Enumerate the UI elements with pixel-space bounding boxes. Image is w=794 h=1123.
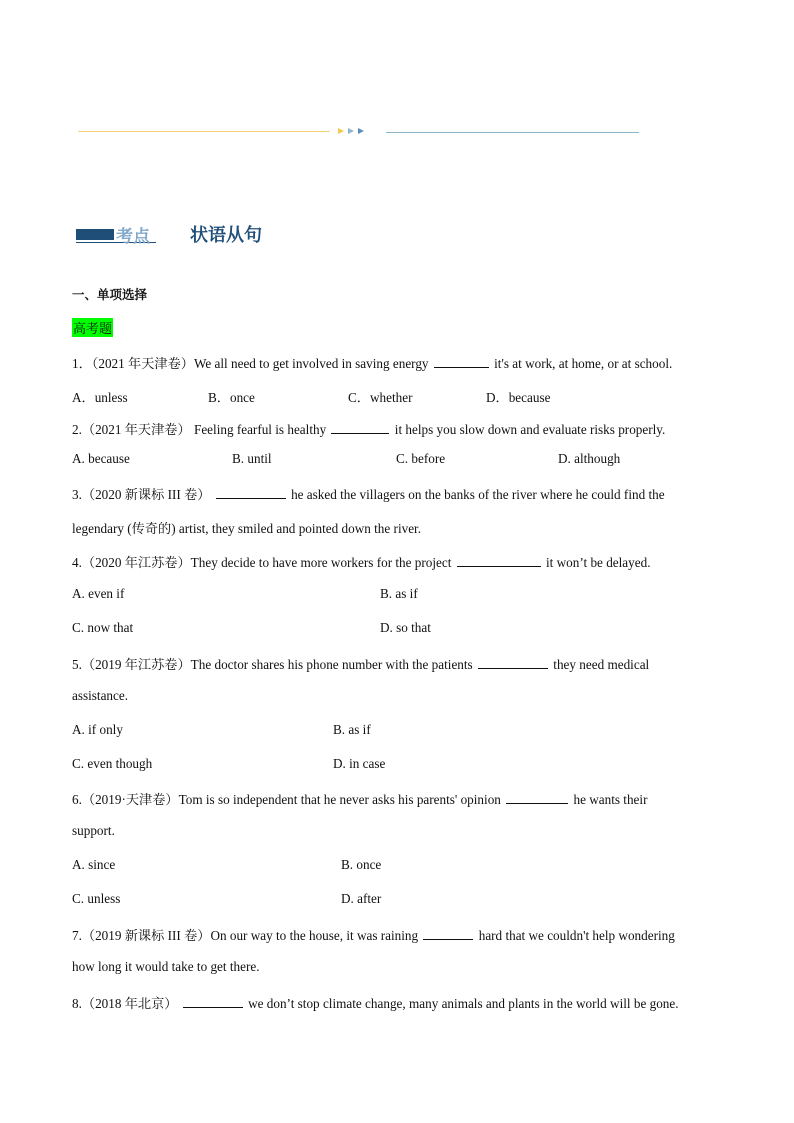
q1-option-c: C．whether: [348, 390, 413, 405]
q6-stem-c: support.: [72, 823, 115, 838]
answer-blank: [423, 927, 473, 940]
question-2-stem: [72, 419, 665, 438]
kaodian-bar: [76, 229, 114, 240]
question-7-stem: [72, 925, 675, 944]
q6-option-b: B. once: [341, 857, 382, 872]
q6-option-a: A. since: [72, 857, 116, 872]
q3-stem-b: he asked the villagers on the banks of the river where he could find the: [291, 487, 665, 502]
answer-blank: [331, 421, 389, 434]
header-rule-right: [386, 132, 639, 133]
q1-stem-b: it's at work, at home, or at school.: [494, 356, 673, 371]
q6-stem-b: he wants their: [573, 792, 648, 807]
q4-stem-b: it won’t be delayed.: [546, 555, 651, 570]
q2-option-b: B. until: [232, 451, 272, 466]
topic-title: 状语从句: [190, 225, 262, 246]
q6-option-c: C. unless: [72, 891, 121, 906]
section-title: 一、单项选择: [72, 287, 148, 302]
q4-option-d: D. so that: [380, 620, 431, 635]
question-1-stem: [72, 353, 672, 372]
q4-option-a: A. even if: [72, 586, 125, 601]
question-8-stem: [72, 993, 679, 1012]
q8-stem-b: we don’t stop climate change, many animals and plants in the world will be gone.: [248, 996, 679, 1011]
q5-option-a: A. if only: [72, 722, 123, 737]
q7-stem-b: hard that we couldn't help wondering: [478, 928, 675, 943]
q5-stem-c: assistance.: [72, 688, 129, 703]
q3-stem-c: legendary (传奇的) artist, they smiled and pointed down the river.: [72, 521, 422, 536]
question-5-stem: [72, 654, 649, 673]
q5-stem-b: they need medical: [553, 657, 650, 672]
q2-option-d: D. although: [558, 451, 621, 466]
q8-stem-a: 8.（2018 年北京）: [72, 996, 178, 1011]
triple-arrow-icon: [336, 125, 370, 137]
q2-stem-b: it helps you slow down and evaluate risks properly.: [394, 422, 666, 437]
q1-option-d: D．because: [486, 390, 551, 405]
q6-option-d: D. after: [341, 891, 382, 906]
header-rule-left: [78, 131, 330, 132]
question-6-stem: [72, 789, 647, 808]
highlight-label: 高考题: [72, 318, 113, 337]
answer-blank: [506, 791, 568, 804]
q6-stem-a: 6.（2019·天津卷）Tom is so independent that he never asks his parents' opinion: [72, 792, 501, 807]
answer-blank: [478, 656, 548, 669]
answer-blank: [183, 995, 243, 1008]
question-3-stem: [72, 484, 665, 503]
q4-option-c: C. now that: [72, 620, 134, 635]
q2-stem-a: 2.（2021 年天津卷） Feeling fearful is healthy: [72, 422, 327, 437]
q2-option-a: A. because: [72, 451, 130, 466]
q1-stem-a: 1．（2021 年天津卷）We all need to get involved in saving energy: [72, 356, 429, 371]
q3-stem-a: 3.（2020 新课标 III 卷）: [72, 487, 211, 502]
q5-option-b: B. as if: [333, 722, 371, 737]
answer-blank: [457, 554, 541, 567]
q2-option-c: C. before: [396, 451, 446, 466]
q5-option-d: D. in case: [333, 756, 386, 771]
q4-option-b: B. as if: [380, 586, 418, 601]
q1-option-a: A．unless: [72, 390, 128, 405]
question-4-stem: [72, 552, 651, 571]
kaodian-label: 考点: [116, 227, 150, 247]
q5-option-c: C. even though: [72, 756, 153, 771]
answer-blank: [434, 355, 489, 368]
q7-stem-c: how long it would take to get there.: [72, 959, 260, 974]
q1-option-b: B．once: [208, 390, 255, 405]
q7-stem-a: 7.（2019 新课标 III 卷）On our way to the house, it was raining: [72, 928, 419, 943]
answer-blank: [216, 486, 286, 499]
q5-stem-a: 5.（2019 年江苏卷）The doctor shares his phone number with the patients: [72, 657, 473, 672]
q4-stem-a: 4.（2020 年江苏卷）They decide to have more workers for the project: [72, 555, 452, 570]
